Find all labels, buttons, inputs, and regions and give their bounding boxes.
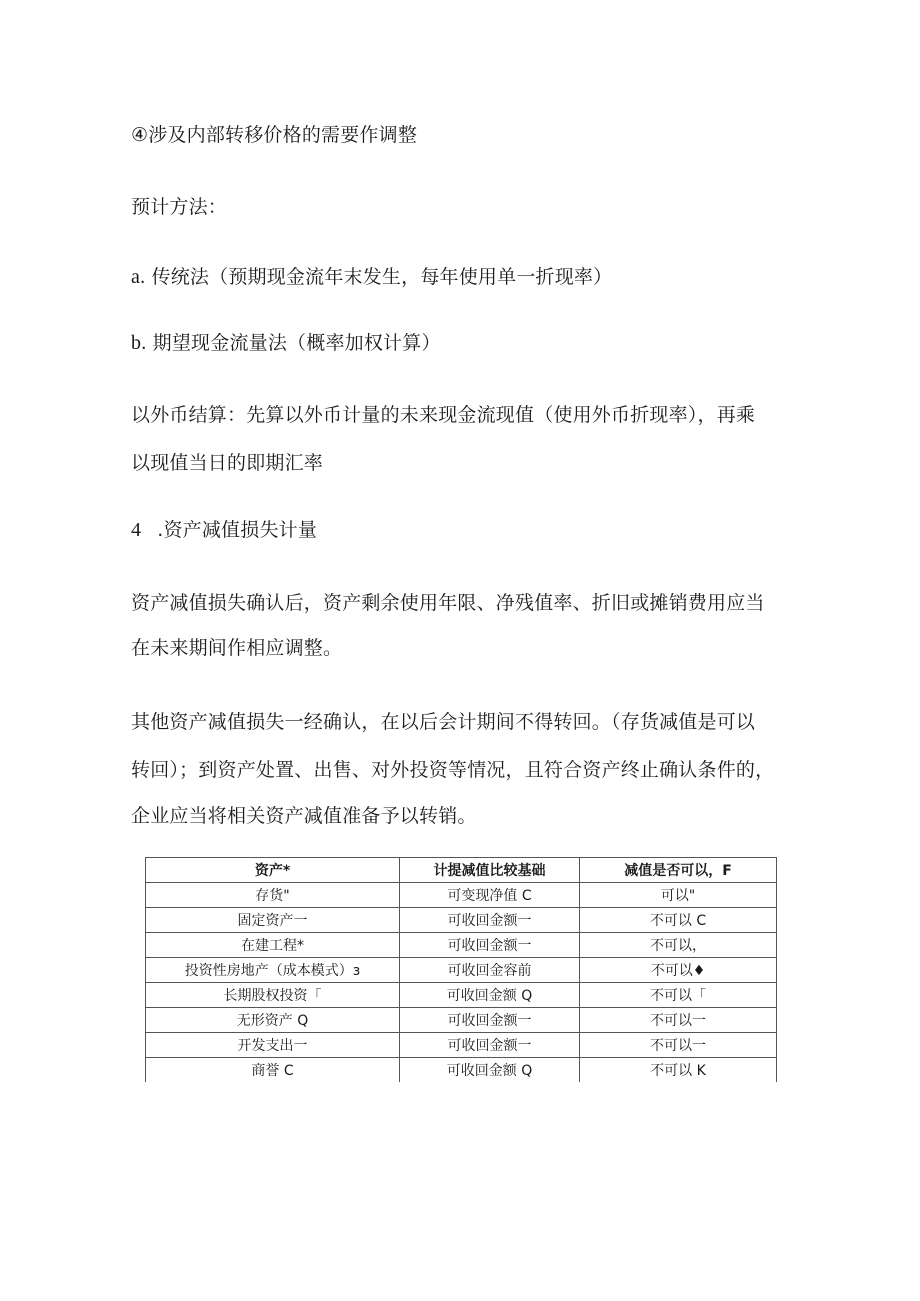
cell-asset: 开发支出一 xyxy=(146,1033,400,1058)
cell-reversible: 不可以， xyxy=(580,933,777,958)
item-marker-a: a. xyxy=(131,266,146,288)
cell-basis: 可收回金额 Q xyxy=(400,1058,580,1083)
cell-basis: 可收回金额一 xyxy=(400,1033,580,1058)
section-number: 4 xyxy=(131,519,142,541)
section-heading-impairment-measurement xyxy=(131,517,317,543)
cell-reversible: 不可以一 xyxy=(580,1033,777,1058)
paragraph-transfer-price: ④涉及内部转移价格的需要作调整 xyxy=(131,124,418,146)
item-text-b: 期望现金流量法（概率加权计算） xyxy=(146,332,441,354)
cell-basis: 可收回金额 Q xyxy=(400,983,580,1008)
cell-asset: 商誉 C xyxy=(146,1058,400,1083)
table-row xyxy=(146,958,777,983)
cell-reversible: 可以" xyxy=(580,883,777,908)
paragraph-adjustment-line1: 资产减值损失确认后，资产剩余使用年限、净残值率、折旧或摊销费用应当 xyxy=(131,592,765,614)
table-row xyxy=(146,1008,777,1033)
paragraph-no-reversal-line3: 企业应当将相关资产减值准备予以转销。 xyxy=(131,805,477,827)
cell-asset: 固定资产一 xyxy=(146,908,400,933)
paragraph-no-reversal-line2: 转回）；到资产处置、出售、对外投资等情况，且符合资产终止确认条件的， xyxy=(131,759,775,781)
section-title: .资产减值损失计量 xyxy=(157,519,318,541)
cell-basis: 可收回金容前 xyxy=(400,958,580,983)
cell-asset: 无形资产 Q xyxy=(146,1008,400,1033)
table-row xyxy=(146,883,777,908)
paragraph-foreign-currency-line1: 以外币结算：先算以外币计量的未来现金流现值（使用外币折现率），再乘 xyxy=(131,404,756,426)
cell-reversible: 不可以♦ xyxy=(580,958,777,983)
paragraph-no-reversal-line1: 其他资产减值损失一经确认，在以后会计期间不得转回。（存货减值是可以 xyxy=(131,711,756,733)
table-row xyxy=(146,1058,777,1083)
paragraph-expected-cashflow-method xyxy=(131,330,441,356)
cell-asset: 在建工程* xyxy=(146,933,400,958)
cell-asset: 存货" xyxy=(146,883,400,908)
header-asset: 资产* xyxy=(146,858,400,883)
paragraph-foreign-currency-line2: 以现值当日的即期汇率 xyxy=(131,452,324,474)
cell-basis: 可收回金额一 xyxy=(400,933,580,958)
table-row xyxy=(146,908,777,933)
item-text-a: 传统法（预期现金流年末发生，每年使用单一折现率） xyxy=(145,266,613,288)
table-header-row xyxy=(146,858,777,883)
cell-reversible: 不可以 K xyxy=(580,1058,777,1083)
paragraph-adjustment-line2: 在未来期间作相应调整。 xyxy=(131,637,343,659)
cell-asset: 长期股权投资「 xyxy=(146,983,400,1008)
cell-basis: 可收回金额一 xyxy=(400,1008,580,1033)
cell-reversible: 不可以「 xyxy=(580,983,777,1008)
paragraph-estimation-methods: 预计方法： xyxy=(131,196,228,218)
header-basis: 计提减值比较基础 xyxy=(400,858,580,883)
item-marker-b: b. xyxy=(131,332,147,354)
impairment-table xyxy=(145,857,777,1082)
paragraph-traditional-method xyxy=(131,264,612,290)
table-row xyxy=(146,933,777,958)
cell-basis: 可变现净值 C xyxy=(400,883,580,908)
header-reversible: 减值是否可以，F xyxy=(580,858,777,883)
cell-reversible: 不可以一 xyxy=(580,1008,777,1033)
table-row xyxy=(146,1033,777,1058)
table-row xyxy=(146,983,777,1008)
cell-basis: 可收回金额一 xyxy=(400,908,580,933)
cell-asset: 投资性房地产（成本模式）з xyxy=(146,958,400,983)
cell-reversible: 不可以 C xyxy=(580,908,777,933)
